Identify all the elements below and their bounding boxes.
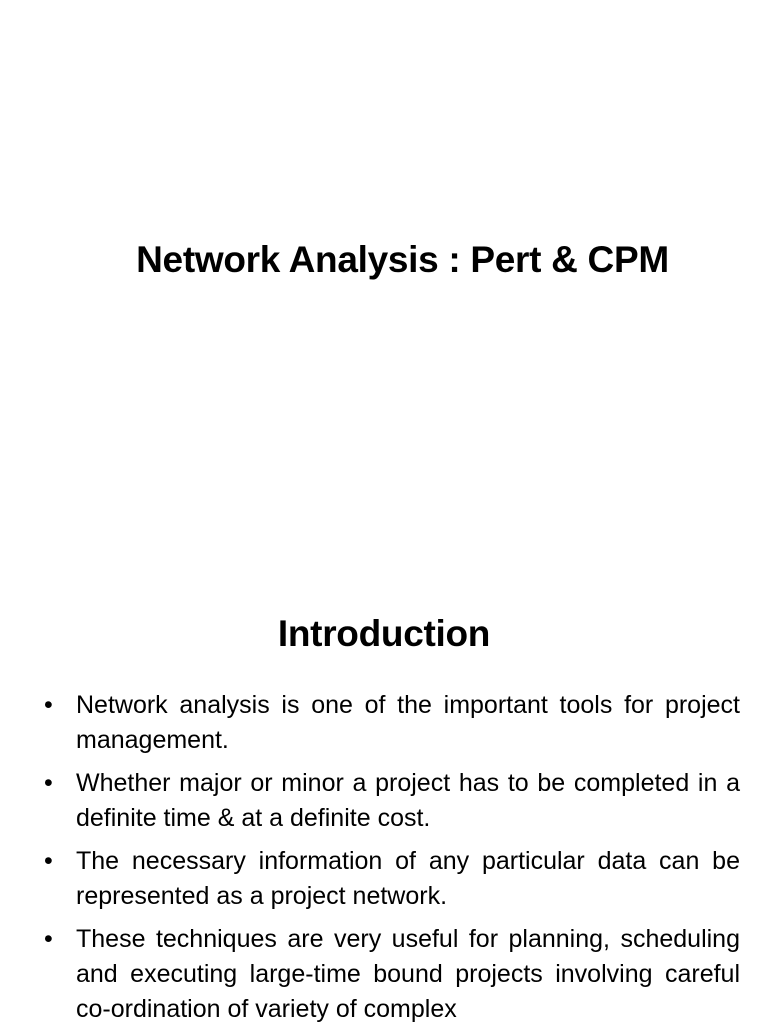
list-item [0, 766, 768, 836]
list-item [0, 922, 768, 1024]
list-item [0, 844, 768, 914]
list-item [0, 688, 768, 758]
page-title: Network Analysis : Pert & CPM [136, 239, 669, 280]
bullet-list [0, 688, 768, 1024]
bullet-text: Whether major or minor a project has to be completed in a definite time & at a definite cost. [76, 769, 740, 832]
bullet-dot-icon: • [44, 925, 53, 953]
intro-slide [0, 576, 768, 1024]
bullet-text: The necessary information of any particular data can be represented as a project network. [76, 847, 740, 910]
section-heading: Introduction [277, 613, 491, 654]
bullet-dot-icon: • [44, 847, 53, 875]
bullet-text: These techniques are very useful for planning, scheduling and executing large-time bound projects involving careful co-ordination of variety of complex [76, 925, 740, 1023]
bullet-dot-icon: • [44, 769, 53, 797]
bullet-dot-icon: • [44, 691, 53, 719]
bullet-text: Network analysis is one of the important tools for project management. [76, 691, 740, 754]
